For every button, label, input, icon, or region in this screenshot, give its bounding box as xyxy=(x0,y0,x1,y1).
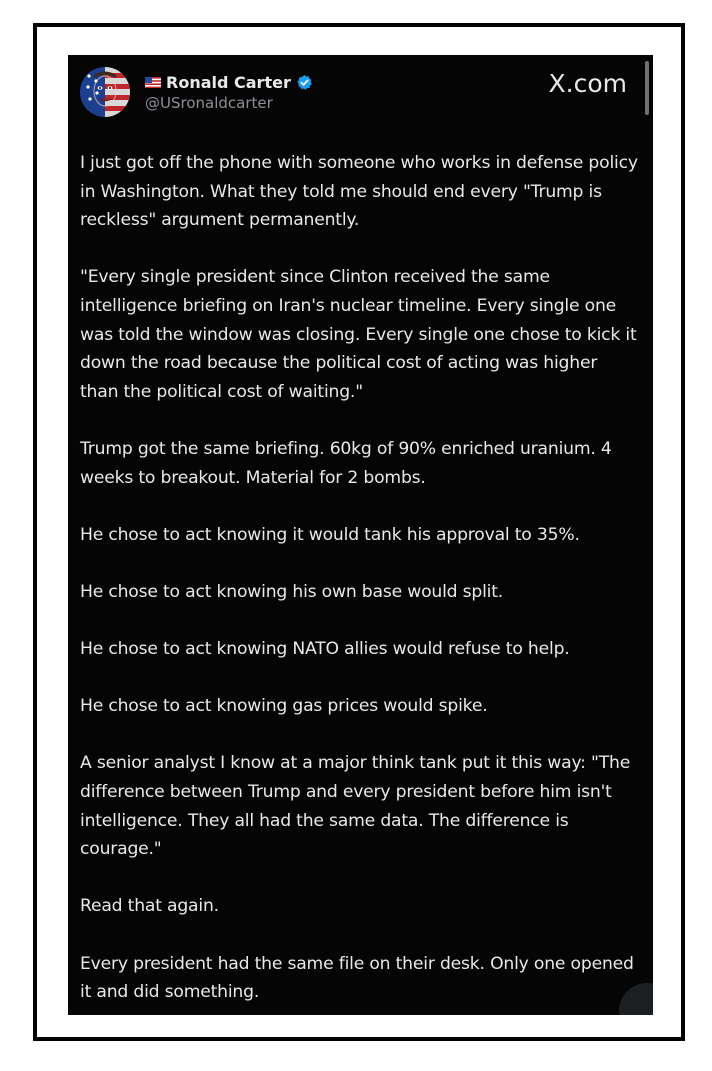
post-paragraph: He chose to act knowing his own base would split. xyxy=(80,581,504,602)
us-flag-icon xyxy=(145,77,161,88)
verified-badge-icon xyxy=(296,74,313,91)
post-paragraph: Every president had the same file on their desk. Only one opened it and did something. xyxy=(80,953,634,1003)
post-paragraph: A senior analyst I know at a major think tank put it this way: "The difference between Trump and every president before him isn't intelligence. They all had the same data. The difference is courage." xyxy=(80,753,631,860)
post-paragraph: He chose to act knowing it would tank his approval to 35%. xyxy=(80,524,580,545)
post-body xyxy=(80,149,640,1015)
post-paragraph: He chose to act knowing NATO allies would refuse to help. xyxy=(80,639,570,660)
post-paragraph: I just got off the phone with someone who works in defense policy in Washington. What they told me should end every "Trump is reckless" argument permanently. xyxy=(80,153,638,231)
post-paragraph: Read that again. xyxy=(80,896,219,917)
author-display-name: Ronald Carter xyxy=(166,72,291,92)
post-card xyxy=(68,55,653,1015)
author-handle[interactable]: @USronaldcarter xyxy=(145,94,273,112)
author-name-row[interactable] xyxy=(145,71,313,93)
avatar[interactable] xyxy=(80,67,130,117)
post-paragraph: "Every single president since Clinton received the same intelligence briefing on Iran's nuclear timeline. Every single one was told the window was closing. Every single one chose to kick it down the road because the political cost of acting was higher than the political cost of waiting." xyxy=(80,267,637,402)
scrollbar-thumb[interactable] xyxy=(645,61,649,115)
post-paragraph: Trump got the same briefing. 60kg of 90% enriched uranium. 4 weeks to breakout. Material for 2 bombs. xyxy=(80,438,612,488)
post-paragraph: He chose to act knowing gas prices would spike. xyxy=(80,696,488,717)
x-logo-brand: X.com xyxy=(548,69,627,98)
